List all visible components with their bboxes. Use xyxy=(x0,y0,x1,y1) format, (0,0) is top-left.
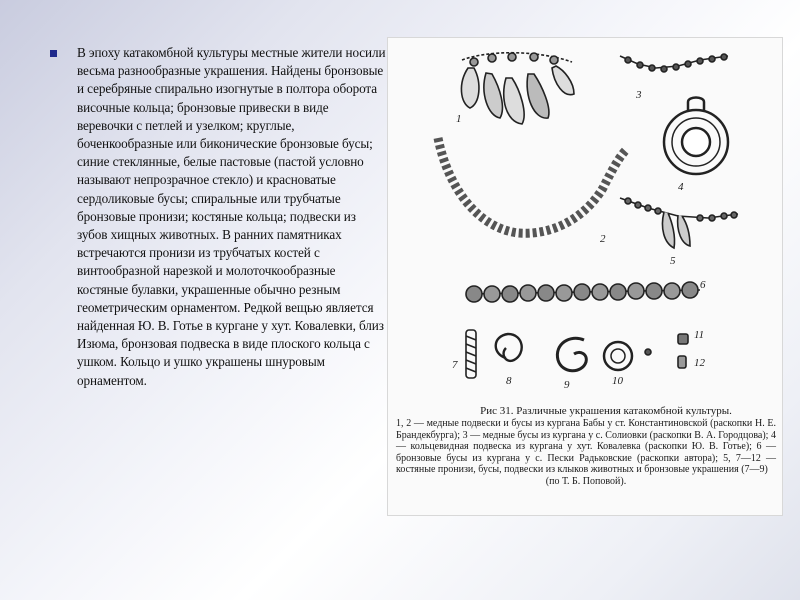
caption-credit: (по Т. Б. Поповой). xyxy=(545,475,627,487)
item-number: 2 xyxy=(600,233,606,245)
round-beads-row-drawing xyxy=(466,282,700,302)
figure-caption xyxy=(396,405,776,488)
bullet-list xyxy=(50,44,386,390)
temple-ring-drawing xyxy=(557,338,586,371)
bullet-item xyxy=(50,44,386,390)
item-number: 8 xyxy=(506,375,512,387)
item-number: 7 xyxy=(452,359,458,371)
item-number: 1 xyxy=(456,113,462,125)
spiral-beads-drawing xyxy=(620,54,728,72)
item-number: 4 xyxy=(678,181,684,193)
figure-illustration xyxy=(387,37,783,516)
ring-pendant-drawing xyxy=(664,98,728,175)
fang-pendants-drawing xyxy=(620,198,738,248)
pendants-drawing xyxy=(461,53,574,124)
item-number: 9 xyxy=(564,379,570,391)
small-beads-drawing xyxy=(645,334,688,368)
item-number: 5 xyxy=(670,255,676,267)
bead-necklace-drawing xyxy=(438,138,626,233)
item-number: 12 xyxy=(694,357,705,369)
item-number: 10 xyxy=(612,375,623,387)
item-number: 11 xyxy=(694,329,705,341)
caption-body: 1, 2 — медные подвески и бусы из кургана Бабы у ст. Константиновской (раскопки Н. Е. Брандекбурга); 3 — медные бусы из кургана у с. Солиовки (раскопки В. А. Городцова); 4 — кольцевидная подвеска из кургана у хут. Ковалевка (раскопки Ю. В. Готье); 6 — бронзовые бусы из кургана у с. Пески Радьковские (раскопки автора); 5, 7—12 — костяные пронизи, бусы, подвески из клыков животных и бронзовые украшения (7—9) xyxy=(396,418,776,476)
square-bullet-icon xyxy=(50,50,57,57)
item-number: 6 xyxy=(700,279,706,291)
spiral-tube-drawing xyxy=(466,330,476,378)
caption-title: Рис 31. Различные украшения катакомбной культуры. xyxy=(480,405,732,417)
bone-ring-drawing xyxy=(604,342,632,370)
item-number: 3 xyxy=(636,89,642,101)
spiral-ring-drawing xyxy=(496,334,522,361)
bullet-text: В эпоху катакомбной культуры местные жители носили весьма разнообразные украшения. Найдены бронзовые и серебряные спирально изогнутые в полтора оборота височные кольца; бронзовые привески в виде веревочки с петлей и узелком; круглые, боченкообразные или биконические бронзовые бусы; синие стеклянные, белые пастовые (пастой условно называют непрозрачное стекло) и красноватые сердоликовые бусы; спиральные или трубчатые бронзовые пронизи; костяные кольца; подвески из зубов хищных животных. В ранних памятниках встречаются пронизи из трубчатых костей с винтообразной нарезкой и молоточкообразные костяные булавки, украшенные обычно резным геометрическим орнаментом. Редкой вещью является найденная Ю. В. Готье в кургане у хут. Ковалевки, близ Изюма, бронзовая подвеска в виде плоского кольца с ушком. Кольцо и ушко украшены шнуровым орнаментом. xyxy=(77,45,386,388)
